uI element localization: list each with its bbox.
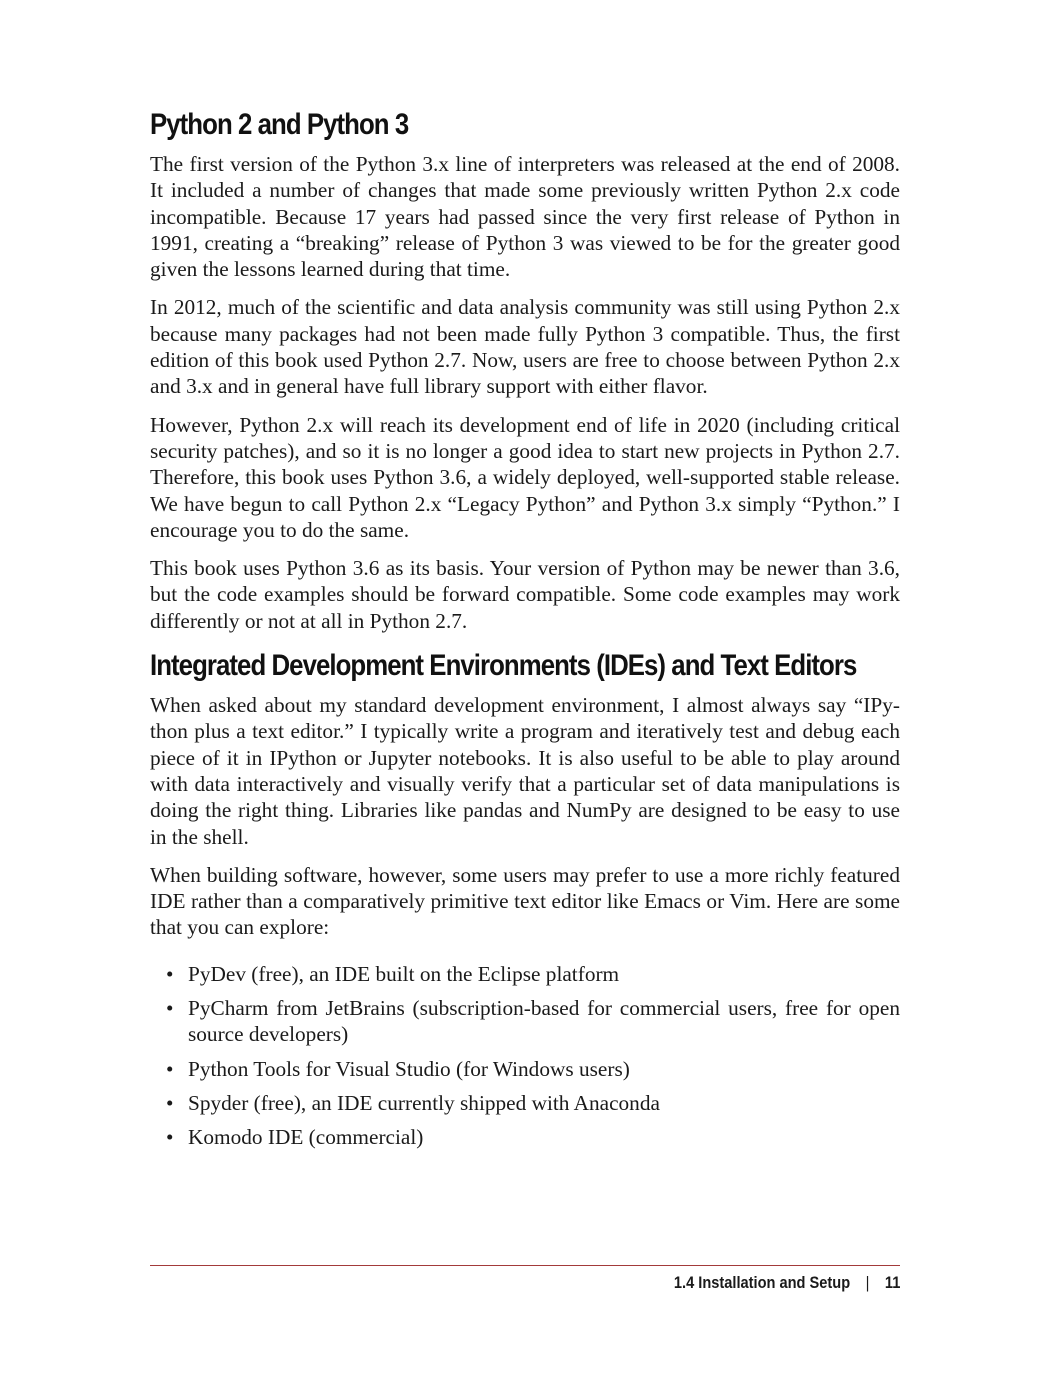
list-item-text: Spyder (free), an IDE currently shipped with Anaconda (188, 1090, 660, 1115)
paragraph: When asked about my standard development environment, I almost always say “IPython plus a text editor.” I typically write a program and iteratively test and debug each piece of it in IPython or Jupyter notebooks. It is also useful to be able to play around with data interactively and visually verify that a particular set of data manipulations is doing the right thing. Libraries like pandas and NumPy are designed to be easy to use in the shell. (150, 693, 900, 849)
bullet-icon: • (166, 1090, 174, 1115)
list-item-text: Komodo IDE (commercial) (188, 1125, 424, 1150)
ide-list (150, 961, 900, 1151)
footer-separator: | (865, 1273, 870, 1292)
list-item-text: Python Tools for Visual Studio (for Windows users) (188, 1056, 630, 1081)
page-content (150, 105, 900, 1159)
bullet-icon: • (166, 996, 174, 1021)
bullet-icon: • (166, 1125, 174, 1150)
paragraph: This book uses Python 3.6 as its basis. Your version of Python may be newer than 3.6, but the code examples should be forward compatible. Some code examples may work differently or not at all in Python 2.7. (150, 556, 900, 633)
paragraph: When building software, however, some users may prefer to use a more richly featured IDE rather than a comparatively primitive text editor like Emacs or Vim. Here are some that you can explore: (150, 862, 900, 940)
list-item-text: PyCharm from JetBrains (subscription-based for commercial users, free for open source developers) (188, 996, 900, 1047)
list-item (150, 1124, 900, 1150)
paragraph: In 2012, much of the scientific and data analysis community was still using Python 2.x because many packages had not been made fully Python 3 compatible. Thus, the first edition of this book used Python 2.7. Now, users are free to choose between Python 2.x and 3.x and in general have full library support with either flavor. (150, 295, 900, 399)
page-footer (673, 1271, 900, 1295)
paragraph: However, Python 2.x will reach its development end of life in 2020 (including critical security patches), and so it is no longer a good idea to start new projects in Python 2.7. Therefore, this book uses Python 3.6, a widely deployed, well-supported stable release. We have begun to call Python 2.x “Legacy Python” and Python 3.x simply “Python.” I encourage you to do the same. (150, 412, 900, 542)
list-item (150, 961, 900, 987)
section-heading-python-versions: Python 2 and Python 3 (150, 108, 409, 141)
list-item (150, 1090, 900, 1116)
list-item (150, 995, 900, 1048)
bullet-icon: • (166, 961, 174, 986)
list-item (150, 1056, 900, 1082)
footer-rule (150, 1265, 900, 1266)
section-heading-ides: Integrated Development Environments (IDEs) and Text Editors (150, 649, 857, 683)
footer-section-title: 1.4 Installation and Setup (673, 1273, 850, 1292)
page-number: 11 (884, 1273, 900, 1292)
list-item-text: PyDev (free), an IDE built on the Eclipse platform (188, 961, 620, 986)
paragraph: The first version of the Python 3.x line of interpreters was released at the end of 2008. It included a number of changes that made some previously written Python 2.x code incompatible. Because 17 years had passed since the very first release of Python in 1991, creating a “breaking” release of Python 3 was viewed to be for the greater good given the lessons learned during that time. (150, 152, 900, 282)
bullet-icon: • (166, 1056, 174, 1081)
